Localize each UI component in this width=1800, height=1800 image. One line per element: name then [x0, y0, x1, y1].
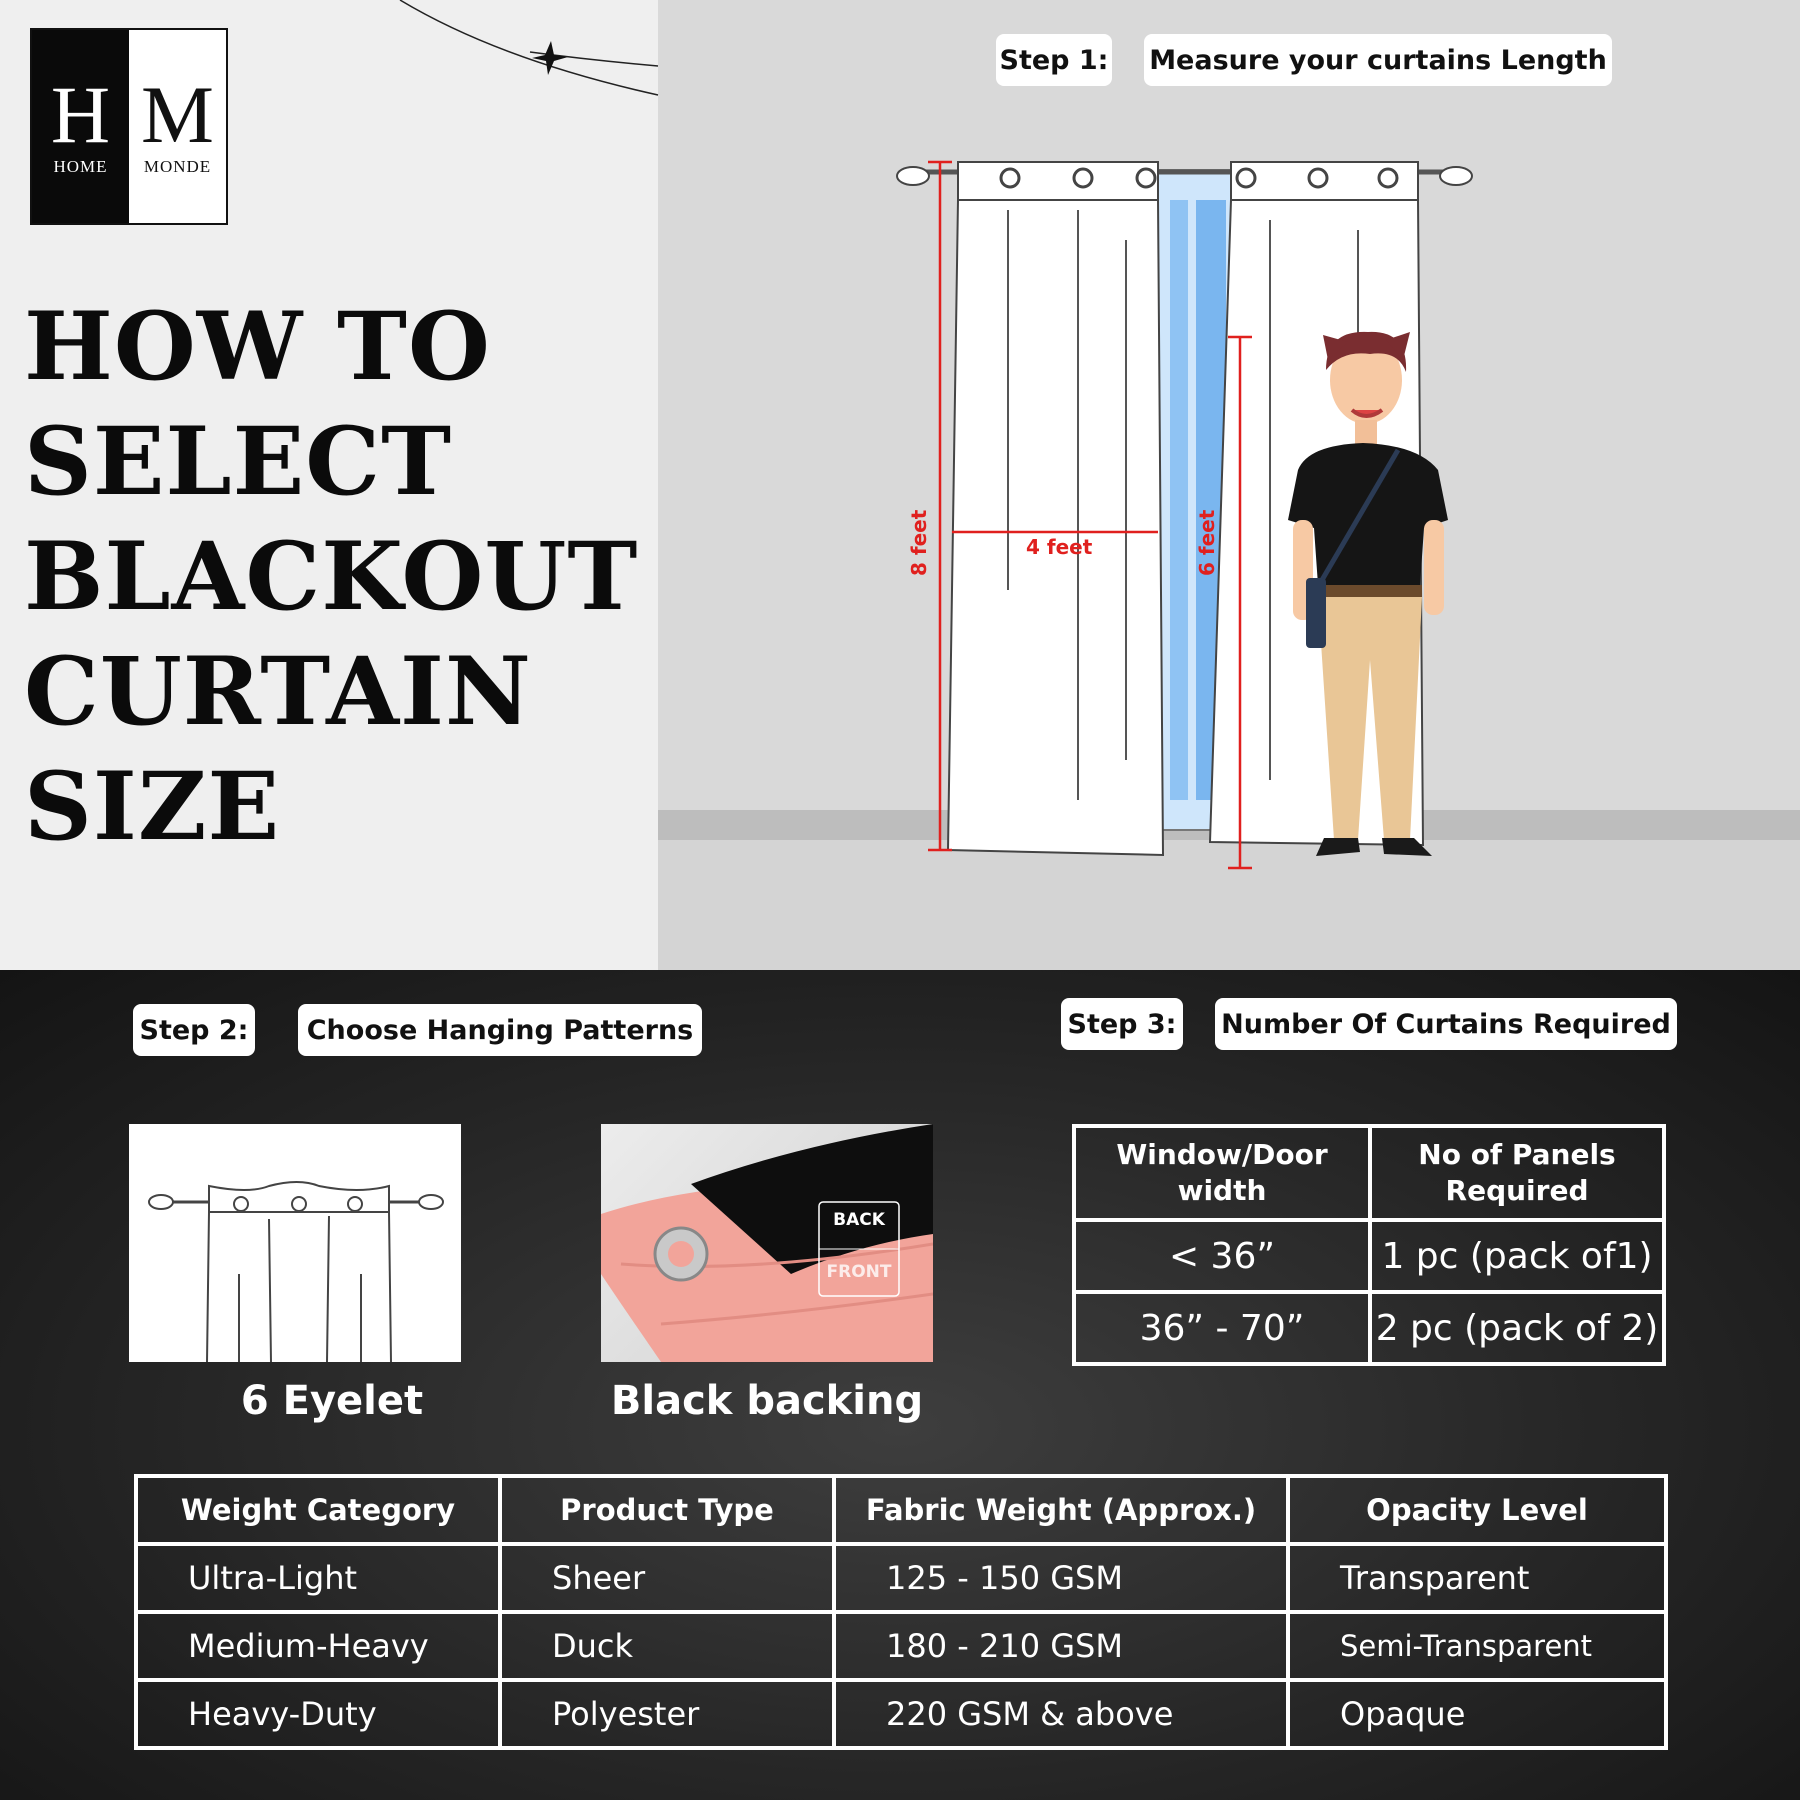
step3-label: Step 3:: [1061, 998, 1183, 1050]
fabric-weight-table: [134, 1474, 1668, 1750]
table-header-cell: Window/Door width: [1074, 1126, 1370, 1220]
title-line: HOW TO: [24, 292, 491, 402]
decorative-star-icon: [380, 0, 660, 110]
step1-text: Measure your curtains Length: [1144, 34, 1612, 86]
table-cell: Semi-Transparent: [1288, 1612, 1666, 1680]
page-title: [24, 290, 638, 865]
title-line: SIZE: [24, 752, 281, 862]
table-cell: Ultra-Light: [136, 1544, 500, 1612]
table-header-cell: Fabric Weight (Approx.): [834, 1476, 1288, 1544]
back-tag: BACK: [833, 1210, 885, 1230]
table-cell: Sheer: [500, 1544, 834, 1612]
table-header-row: [136, 1476, 1666, 1544]
table-cell: Duck: [500, 1612, 834, 1680]
table-row: [136, 1680, 1666, 1748]
table-cell: 1 pc (pack of1): [1370, 1220, 1664, 1292]
height-dimension-label: 8 feet: [907, 509, 931, 576]
table-cell: 36” - 70”: [1074, 1292, 1370, 1364]
fabric-backing-icon: [601, 1124, 933, 1362]
table-cell: 125 - 150 GSM: [834, 1544, 1288, 1612]
title-line: CURTAIN: [24, 637, 532, 747]
table-cell: 2 pc (pack of 2): [1370, 1292, 1664, 1364]
step2-text: Choose Hanging Patterns: [298, 1004, 702, 1056]
table-header-cell: Opacity Level: [1288, 1476, 1666, 1544]
table-header-cell: Product Type: [500, 1476, 834, 1544]
width-dimension-label: 4 feet: [1026, 535, 1093, 559]
curtain-measure-diagram: [658, 0, 1800, 970]
eyelet-pattern-image: [129, 1124, 461, 1362]
logo-word-home: HOME: [53, 156, 108, 176]
eyelet-curtain-icon: [129, 1124, 461, 1362]
table-cell: 220 GSM & above: [834, 1680, 1288, 1748]
table-row: [1074, 1292, 1664, 1364]
table-header-cell: No of Panels Required: [1370, 1126, 1664, 1220]
logo-word-monde: MONDE: [143, 156, 212, 176]
table-cell: Medium-Heavy: [136, 1612, 500, 1680]
table-cell: 180 - 210 GSM: [834, 1612, 1288, 1680]
logo-letter-m: M: [141, 68, 214, 160]
table-header-row: [1074, 1126, 1664, 1220]
table-cell: Opaque: [1288, 1680, 1666, 1748]
eyelet-caption: 6 Eyelet: [240, 1378, 424, 1424]
table-cell: Polyester: [500, 1680, 834, 1748]
panels-required-table: [1072, 1124, 1666, 1366]
black-backing-caption: Black backing: [610, 1378, 924, 1424]
table-row: [1074, 1220, 1664, 1292]
black-backing-image: [601, 1124, 933, 1362]
person-height-label: 6 feet: [1195, 509, 1219, 576]
table-row: [136, 1612, 1666, 1680]
table-row: [136, 1544, 1666, 1612]
table-cell: Transparent: [1288, 1544, 1666, 1612]
step2-label: Step 2:: [133, 1004, 255, 1056]
front-tag: FRONT: [826, 1262, 892, 1282]
table-cell: Heavy-Duty: [136, 1680, 500, 1748]
step1-label: Step 1:: [996, 34, 1112, 86]
title-line: BLACKOUT: [24, 522, 639, 632]
table-header-cell: Weight Category: [136, 1476, 500, 1544]
title-line: SELECT: [24, 407, 453, 517]
logo-letter-h: H: [50, 68, 111, 160]
brand-logo: [30, 28, 228, 225]
table-cell: < 36”: [1074, 1220, 1370, 1292]
step3-text: Number Of Curtains Required: [1215, 998, 1677, 1050]
